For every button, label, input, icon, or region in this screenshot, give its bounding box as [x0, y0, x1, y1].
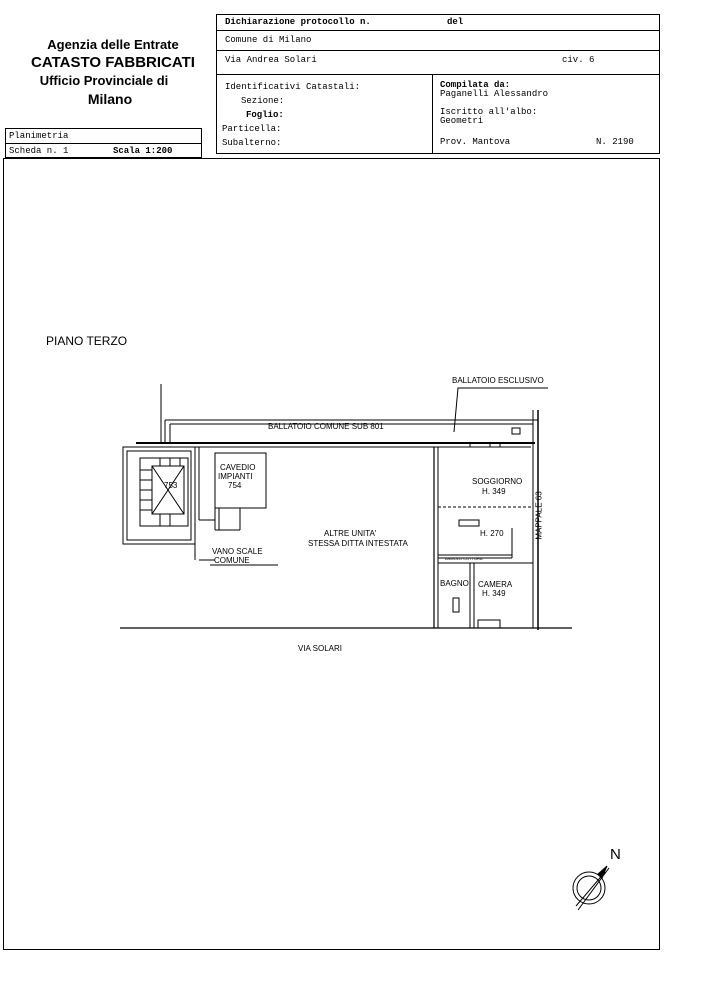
protocol-divider-2	[216, 50, 660, 51]
protocol-divider-vertical	[432, 74, 433, 154]
agency-name: Agenzia delle Entrate	[47, 37, 179, 52]
floor-title: PIANO TERZO	[46, 334, 128, 348]
comune-text: Comune di Milano	[225, 35, 312, 45]
sheet-scheda: Scheda n. 1	[9, 146, 69, 156]
particella-label: Particella:	[222, 124, 282, 134]
cavedio-label-1: CAVEDIO	[220, 463, 256, 472]
foglio-label: Foglio:	[246, 110, 284, 120]
street-label: VIA SOLARI	[298, 644, 343, 653]
mappale-label: MAPPALE 63	[534, 491, 544, 540]
address-text: Via Andrea Solari	[225, 55, 317, 65]
room-height-270: H. 270	[480, 529, 504, 538]
cavedio-label-2: IMPIANTI	[218, 472, 253, 481]
albo-label: Iscritto all'albo:	[440, 107, 538, 117]
angolo-cottura-label: ANGOLO COTTURA	[445, 556, 483, 561]
camera-height: H. 349	[482, 589, 506, 598]
altre-unita-label: ALTRE UNITA'	[324, 529, 377, 538]
stair-number: 753	[164, 481, 178, 490]
sheet-divider	[5, 143, 202, 144]
compiler-label: Compilata da:	[440, 80, 511, 90]
drawing-frame	[3, 158, 660, 950]
ballatoio-comune-label: BALLATOIO COMUNE SUB 801	[268, 422, 384, 431]
vano-scale-label: VANO SCALE	[212, 547, 263, 556]
compiler-name: Paganelli Alessandro	[440, 89, 549, 99]
protocol-divider-1	[216, 30, 660, 31]
sheet-type: Planimetria	[9, 131, 69, 141]
cadastral-title: Identificativi Catastali:	[225, 82, 361, 92]
protocol-divider-3	[216, 74, 660, 75]
agency-office: Ufficio Provinciale di	[39, 73, 169, 88]
vano-comune-label: COMUNE	[214, 556, 250, 565]
civic-number: civ. 6	[562, 55, 595, 65]
protocol-label: Dichiarazione protocollo n.	[225, 17, 371, 27]
cavedio-label-3: 754	[228, 481, 242, 490]
camera-label: CAMERA	[478, 580, 513, 589]
province-text: Prov. Mantova	[440, 137, 511, 147]
registration-number: N. 2190	[596, 137, 634, 147]
agency-city: Milano	[87, 91, 133, 107]
protocol-del-label: del	[447, 17, 464, 27]
sheet-scala: Scala 1:200	[113, 146, 173, 156]
subalterno-label: Subalterno:	[222, 138, 282, 148]
soggiorno-height: H. 349	[482, 487, 506, 496]
bagno-label: BAGNO	[440, 579, 469, 588]
sezione-label: Sezione:	[241, 96, 285, 106]
stessa-ditta-label: STESSA DITTA INTESTATA	[308, 539, 408, 548]
ballatoio-esclusivo-label: BALLATOIO ESCLUSIVO	[452, 376, 544, 385]
albo-value: Geometri	[440, 116, 484, 126]
soggiorno-label: SOGGIORNO	[472, 477, 523, 486]
north-label: N	[610, 846, 621, 863]
agency-department: CATASTO FABBRICATI	[31, 54, 195, 71]
